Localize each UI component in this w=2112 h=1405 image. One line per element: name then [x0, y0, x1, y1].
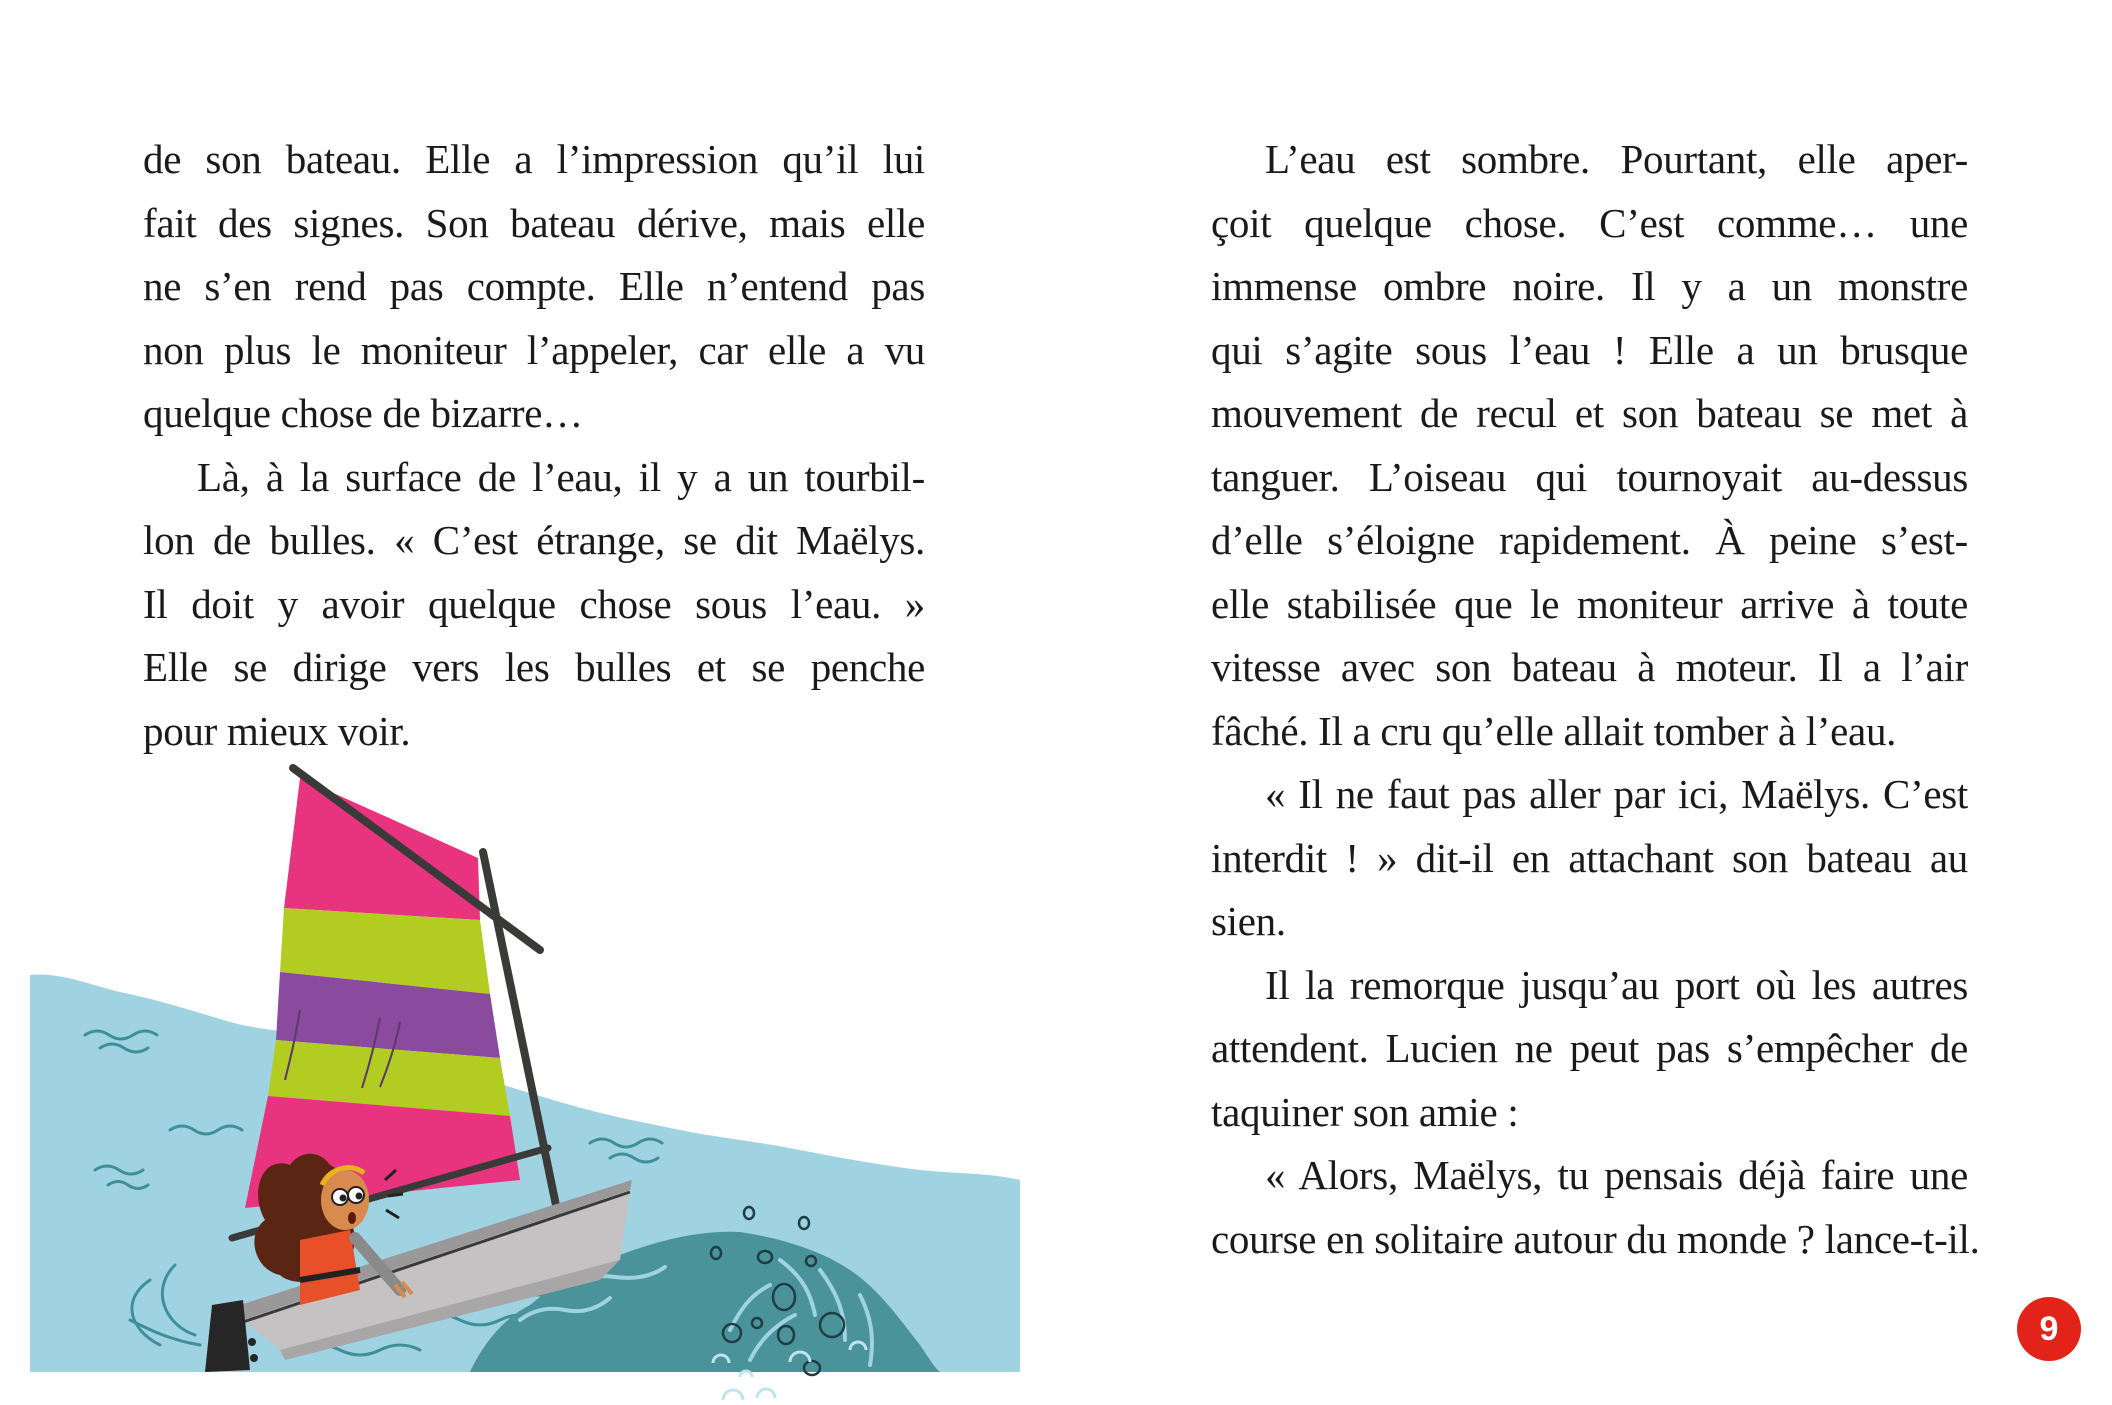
- text-line: attendent. Lucien ne peut pas s’empêcher de: [1211, 1025, 1968, 1071]
- text-line: fâché. Il a cru qu’elle allait tomber à l’eau.: [1211, 707, 1897, 754]
- text-line: L’eau est sombre. Pourtant, elle aper-: [1265, 136, 1968, 182]
- text-line: tanguer. L’oiseau qui tournoyait au-dessus: [1211, 453, 1968, 500]
- right-text-column: [1211, 128, 1980, 1271]
- text-line: quelque chose de bizarre…: [143, 390, 583, 436]
- text-line: çoit quelque chose. C’est comme… une: [1211, 199, 1968, 246]
- left-text-column: [143, 128, 925, 763]
- text-line: d’elle s’éloigne rapidement. À peine s’est-: [1211, 517, 1968, 563]
- page-number-badge: [2017, 1297, 2081, 1361]
- text-line: ne s’en rend pas compte. Elle n’entend pas: [143, 263, 925, 309]
- text-line: Elle se dirige vers les bulles et se penche: [143, 644, 925, 690]
- text-line: lon de bulles. « C’est étrange, se dit Maëlys.: [143, 517, 925, 563]
- page-number: 9: [2039, 1309, 2059, 1348]
- paragraph: [1211, 954, 1968, 1145]
- text-line: sien.: [1211, 898, 1286, 944]
- text-line: « Alors, Maëlys, tu pensais déjà faire une: [1265, 1152, 1968, 1198]
- text-line: taquiner son amie :: [1211, 1088, 1519, 1135]
- text-line: de son bateau. Elle a l’impression qu’il lui: [143, 136, 925, 182]
- text-line: fait des signes. Son bateau dérive, mais elle: [143, 199, 925, 246]
- text-line: mouvement de recul et son bateau se met à: [1211, 390, 1968, 436]
- paragraph: [143, 128, 925, 446]
- text-line: non plus le moniteur l’appeler, car elle a vu: [143, 326, 925, 373]
- paragraph: [143, 446, 925, 764]
- text-line: immense ombre noire. Il y a un monstre: [1211, 263, 1968, 309]
- text-line: « Il ne faut pas aller par ici, Maëlys. C’est: [1265, 771, 1968, 817]
- text-line: Il la remorque jusqu’au port où les autres: [1265, 961, 1968, 1008]
- text-line: qui s’agite sous l’eau ! Elle a un brusque: [1211, 326, 1968, 373]
- text-line: vitesse avec son bateau à moteur. Il a l’air: [1211, 644, 1968, 690]
- sail-icon: [245, 778, 520, 1208]
- text-line: Il doit y avoir quelque chose sous l’eau. »: [143, 580, 925, 627]
- text-line: elle stabilisée que le moniteur arrive à toute: [1211, 580, 1968, 627]
- left-page: [0, 0, 1056, 1400]
- text-line: pour mieux voir.: [143, 707, 411, 754]
- paragraph: [1211, 763, 1968, 954]
- text-line: Là, à la surface de l’eau, il y a un tourbil-: [197, 453, 925, 500]
- sailboat-illustration: [0, 760, 1056, 1400]
- paragraph: [1211, 128, 1968, 763]
- text-line: interdit ! » dit-il en attachant son bateau au: [1211, 834, 1968, 881]
- text-line: course en solitaire autour du monde ? lance-t-il.: [1211, 1215, 1980, 1262]
- paragraph: [1211, 1144, 1980, 1271]
- right-page: [1056, 0, 2112, 1400]
